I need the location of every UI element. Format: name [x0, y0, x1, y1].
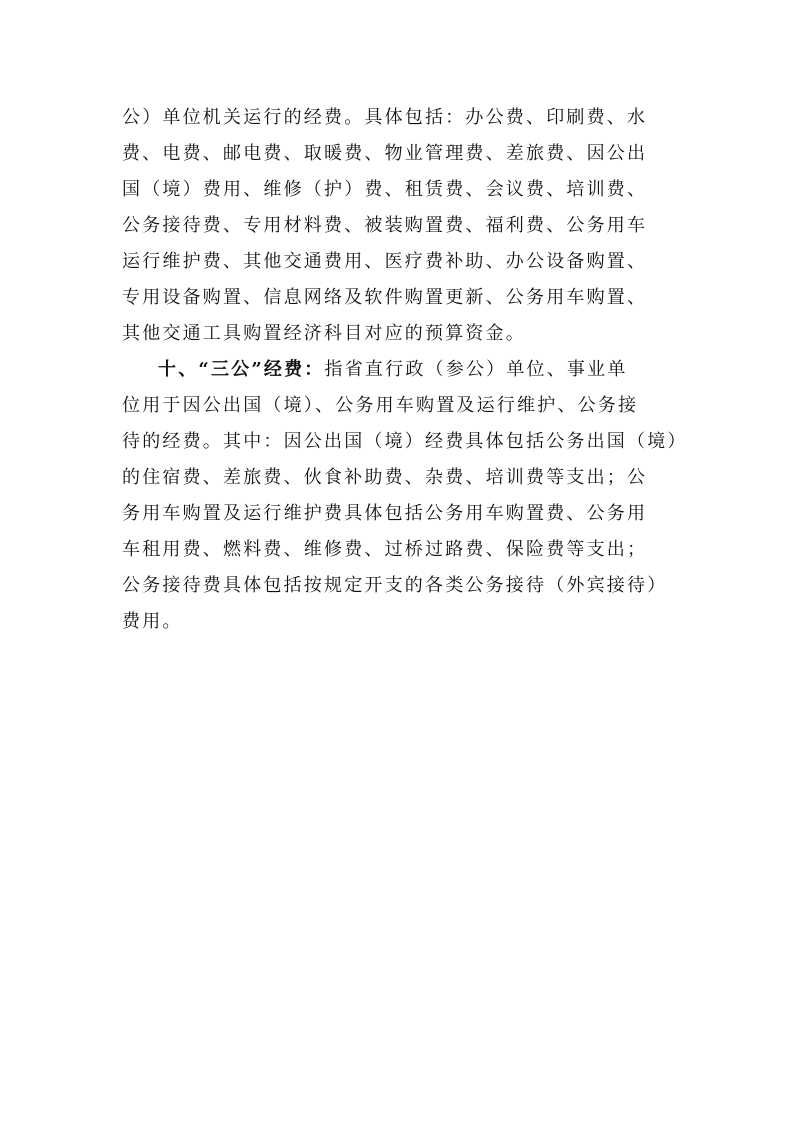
text-line: 公务接待费具体包括按规定开支的各类公务接待（外宾接待）	[122, 575, 668, 596]
text-line: 国（境）费用、维修（护）费、租赁费、会议费、培训费、	[122, 179, 648, 200]
paragraph-first-line	[122, 352, 682, 388]
text-line: 务用车购置及运行维护费具体包括公务用车购置费、公务用	[122, 503, 648, 524]
text-line: 公务接待费、专用材料费、被装购置费、福利费、公务用车	[122, 215, 648, 236]
text-line: 其他交通工具购置经济科目对应的预算资金。	[122, 323, 526, 344]
text-line: 待的经费。其中：因公出国（境）经费具体包括公务出国（境）	[122, 431, 688, 452]
paragraph-operating-expenses	[122, 100, 682, 352]
text-line: 的住宿费、差旅费、伙食补助费、杂费、培训费等支出；公	[122, 467, 648, 488]
text-line: 位用于因公出国（境）、公务用车购置及运行维护、公务接	[122, 395, 639, 416]
text-line: 费用。	[122, 611, 183, 632]
body-text	[122, 100, 688, 640]
text-run: 指省直行政（参公）单位、事业单	[324, 359, 628, 380]
text-line: 车租用费、燃料费、维修费、过桥过路费、保险费等支出；	[122, 539, 648, 560]
text-line: 运行维护费、其他交通费用、医疗费补助、办公设备购置、	[122, 251, 648, 272]
text-line: 费、电费、邮电费、取暖费、物业管理费、差旅费、因公出	[122, 143, 648, 164]
text-line: 专用设备购置、信息网络及软件购置更新、公务用车购置、	[122, 287, 648, 308]
section-heading: 十、“三公”经费：	[158, 359, 325, 380]
text-line: 公）单位机关运行的经费。具体包括：办公费、印刷费、水	[122, 107, 648, 128]
paragraph-three-public-expenses	[122, 352, 688, 640]
